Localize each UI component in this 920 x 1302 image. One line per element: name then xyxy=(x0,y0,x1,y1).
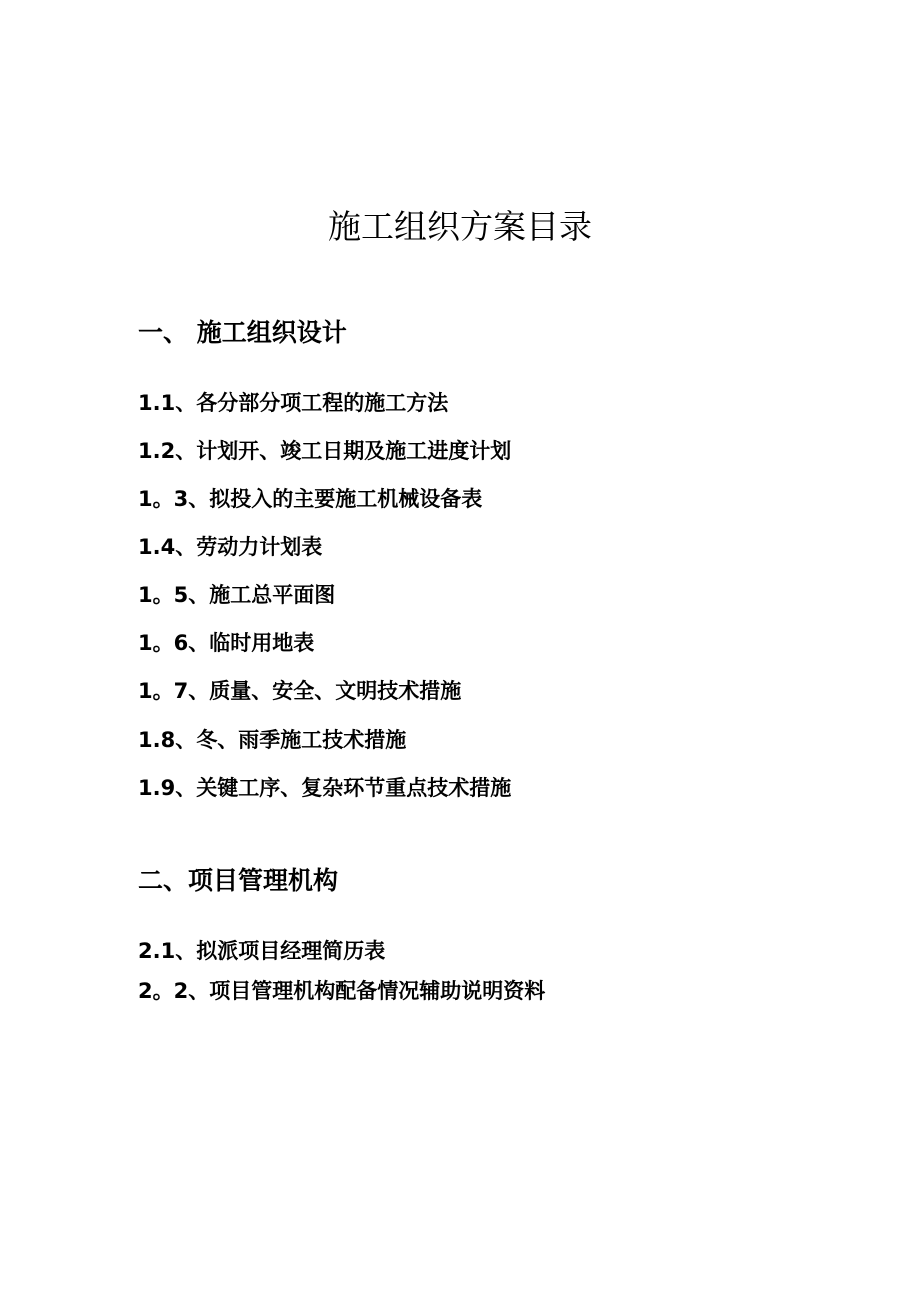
page-title: 施工组织方案目录 xyxy=(328,207,592,246)
toc-item-2-2: 2。2、项目管理机构配备情况辅助说明资料 xyxy=(138,979,546,1003)
section-heading-2: 二、项目管理机构 xyxy=(138,866,339,895)
toc-item-1-6: 1。6、临时用地表 xyxy=(138,631,315,655)
toc-item-1-2: 1.2、计划开、竣工日期及施工进度计划 xyxy=(138,439,512,463)
toc-item-1-9: 1.9、关键工序、复杂环节重点技术措施 xyxy=(138,776,512,800)
toc-item-1-8: 1.8、冬、雨季施工技术措施 xyxy=(138,728,407,752)
toc-item-1-7: 1。7、质量、安全、文明技术措施 xyxy=(138,679,462,703)
section-heading-1: 一、 施工组织设计 xyxy=(138,318,347,347)
toc-item-1-1: 1.1、各分部分项工程的施工方法 xyxy=(138,391,449,415)
toc-item-1-4: 1.4、劳动力计划表 xyxy=(138,535,323,559)
toc-item-2-1: 2.1、拟派项目经理简历表 xyxy=(138,939,386,963)
toc-item-1-3: 1。3、拟投入的主要施工机械设备表 xyxy=(138,487,483,511)
toc-item-1-5: 1。5、施工总平面图 xyxy=(138,583,336,607)
